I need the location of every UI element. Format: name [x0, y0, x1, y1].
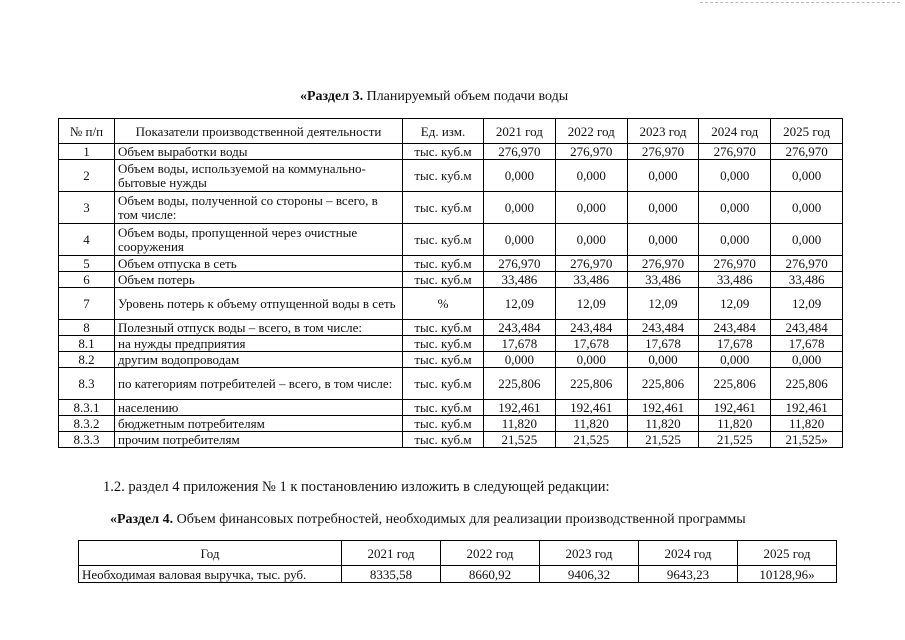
unit-cell: тыс. куб.м	[403, 400, 484, 416]
row-number: 8.3	[59, 368, 115, 400]
header-cell: 2024 год	[699, 119, 771, 144]
unit-cell: тыс. куб.м	[403, 272, 484, 288]
unit-cell: тыс. куб.м	[403, 352, 484, 368]
value-cell: 0,000	[771, 160, 843, 192]
table-row	[59, 160, 843, 192]
table-row	[59, 288, 843, 320]
value-cell: 17,678	[699, 336, 771, 352]
value-cell: 17,678	[627, 336, 699, 352]
value-cell: 11,820	[555, 416, 627, 432]
indicator-name: на нужды предприятия	[115, 336, 403, 352]
row-number: 8.3.3	[59, 432, 115, 448]
section3-table	[58, 118, 843, 448]
value-cell: 0,000	[555, 160, 627, 192]
instruction-paragraph: 1.2. раздел 4 приложения № 1 к постановлению изложить в следующей редакции:	[103, 479, 610, 495]
indicator-name: Объем отпуска в сеть	[115, 256, 403, 272]
value-cell: 225,806	[699, 368, 771, 400]
value-cell: 276,970	[627, 256, 699, 272]
section3-title	[300, 89, 568, 105]
value-cell: 12,09	[627, 288, 699, 320]
indicator-name: прочим потребителям	[115, 432, 403, 448]
indicator-name: по категориям потребителей – всего, в том числе:	[115, 368, 403, 400]
table-row	[59, 144, 843, 160]
value-cell: 243,484	[699, 320, 771, 336]
indicator-name: Объем воды, полученной со стороны – всего, в том числе:	[115, 192, 403, 224]
row-number: 8.2	[59, 352, 115, 368]
section4-table	[78, 540, 837, 583]
indicator-name: Объем воды, пропущенной через очистные сооружения	[115, 224, 403, 256]
header-cell: Показатели производственной деятельности	[115, 119, 403, 144]
value-cell: 0,000	[555, 192, 627, 224]
row-number: 1	[59, 144, 115, 160]
value-cell: 192,461	[555, 400, 627, 416]
value-cell: 33,486	[627, 272, 699, 288]
value-cell: 243,484	[627, 320, 699, 336]
value-cell: 243,484	[771, 320, 843, 336]
value-cell: 192,461	[484, 400, 556, 416]
value-cell: 33,486	[699, 272, 771, 288]
value-cell: 0,000	[627, 352, 699, 368]
section3-title-bold: «Раздел 3.	[300, 89, 364, 104]
table-row	[59, 416, 843, 432]
value-cell: 21,525	[555, 432, 627, 448]
value-cell: 0,000	[484, 192, 556, 224]
value-cell: 11,820	[484, 416, 556, 432]
unit-cell: тыс. куб.м	[403, 160, 484, 192]
value-cell: 33,486	[771, 272, 843, 288]
indicator-name: Уровень потерь к объему отпущенной воды в сеть	[115, 288, 403, 320]
value-cell: 9643,23	[639, 566, 738, 583]
table-row	[59, 272, 843, 288]
indicator-name: Объем воды, используемой на коммунально-бытовые нужды	[115, 160, 403, 192]
value-cell: 11,820	[771, 416, 843, 432]
value-cell: 10128,96»	[738, 566, 837, 583]
value-cell: 276,970	[771, 256, 843, 272]
section3-title-rest: Планируемый объем подачи воды	[363, 89, 569, 104]
table-row	[59, 400, 843, 416]
table-row	[59, 352, 843, 368]
header-cell: Год	[79, 541, 342, 566]
value-cell: 0,000	[627, 160, 699, 192]
value-cell: 225,806	[771, 368, 843, 400]
value-cell: 225,806	[555, 368, 627, 400]
value-cell: 0,000	[627, 224, 699, 256]
value-cell: 21,525	[627, 432, 699, 448]
page-edge-mark	[700, 2, 900, 3]
value-cell: 8660,92	[441, 566, 540, 583]
value-cell: 276,970	[484, 256, 556, 272]
row-number: 8.1	[59, 336, 115, 352]
row-number: 8	[59, 320, 115, 336]
value-cell: 192,461	[627, 400, 699, 416]
table-row	[59, 224, 843, 256]
value-cell: 0,000	[771, 192, 843, 224]
row-label: Необходимая валовая выручка, тыс. руб.	[79, 566, 342, 583]
table-row	[59, 432, 843, 448]
value-cell: 33,486	[555, 272, 627, 288]
value-cell: 21,525»	[771, 432, 843, 448]
value-cell: 0,000	[771, 352, 843, 368]
row-number: 8.3.1	[59, 400, 115, 416]
value-cell: 276,970	[627, 144, 699, 160]
value-cell: 243,484	[484, 320, 556, 336]
row-number: 7	[59, 288, 115, 320]
value-cell: 0,000	[771, 224, 843, 256]
indicator-name: населению	[115, 400, 403, 416]
section4-title-bold: «Раздел 4.	[110, 512, 174, 527]
value-cell: 276,970	[699, 256, 771, 272]
section4-title-rest: Объем финансовых потребностей, необходимых для реализации производственной программы	[173, 512, 746, 527]
header-cell: 2023 год	[540, 541, 639, 566]
indicator-name: Объем выработки воды	[115, 144, 403, 160]
row-number: 5	[59, 256, 115, 272]
unit-cell: тыс. куб.м	[403, 336, 484, 352]
header-cell: 2021 год	[342, 541, 441, 566]
unit-cell: %	[403, 288, 484, 320]
header-cell: 2025 год	[771, 119, 843, 144]
row-number: 3	[59, 192, 115, 224]
unit-cell: тыс. куб.м	[403, 320, 484, 336]
unit-cell: тыс. куб.м	[403, 416, 484, 432]
section4-header-row	[79, 541, 837, 566]
header-cell: Ед. изм.	[403, 119, 484, 144]
value-cell: 21,525	[699, 432, 771, 448]
section3-table-body	[59, 144, 843, 448]
value-cell: 17,678	[555, 336, 627, 352]
value-cell: 225,806	[484, 368, 556, 400]
value-cell: 17,678	[484, 336, 556, 352]
unit-cell: тыс. куб.м	[403, 432, 484, 448]
table-row	[59, 336, 843, 352]
header-cell: 2025 год	[738, 541, 837, 566]
value-cell: 33,486	[484, 272, 556, 288]
header-cell: 2024 год	[639, 541, 738, 566]
value-cell: 276,970	[771, 144, 843, 160]
value-cell: 276,970	[555, 144, 627, 160]
value-cell: 9406,32	[540, 566, 639, 583]
table-row	[79, 566, 837, 583]
header-cell: 2022 год	[555, 119, 627, 144]
value-cell: 12,09	[771, 288, 843, 320]
header-cell: 2023 год	[627, 119, 699, 144]
indicator-name: бюджетным потребителям	[115, 416, 403, 432]
value-cell: 0,000	[484, 224, 556, 256]
header-cell: № п/п	[59, 119, 115, 144]
table-row	[59, 192, 843, 224]
table-row	[59, 320, 843, 336]
indicator-name: Объем потерь	[115, 272, 403, 288]
value-cell: 12,09	[699, 288, 771, 320]
value-cell: 0,000	[627, 192, 699, 224]
value-cell: 192,461	[699, 400, 771, 416]
row-number: 4	[59, 224, 115, 256]
indicator-name: другим водопроводам	[115, 352, 403, 368]
value-cell: 276,970	[484, 144, 556, 160]
table-row	[59, 256, 843, 272]
value-cell: 21,525	[484, 432, 556, 448]
header-cell: 2022 год	[441, 541, 540, 566]
row-number: 8.3.2	[59, 416, 115, 432]
value-cell: 276,970	[555, 256, 627, 272]
unit-cell: тыс. куб.м	[403, 256, 484, 272]
table-row	[59, 368, 843, 400]
value-cell: 11,820	[699, 416, 771, 432]
value-cell: 192,461	[771, 400, 843, 416]
indicator-name: Полезный отпуск воды – всего, в том числе:	[115, 320, 403, 336]
value-cell: 0,000	[699, 352, 771, 368]
unit-cell: тыс. куб.м	[403, 192, 484, 224]
row-number: 6	[59, 272, 115, 288]
value-cell: 276,970	[699, 144, 771, 160]
value-cell: 0,000	[699, 192, 771, 224]
value-cell: 0,000	[555, 352, 627, 368]
value-cell: 12,09	[484, 288, 556, 320]
value-cell: 11,820	[627, 416, 699, 432]
unit-cell: тыс. куб.м	[403, 144, 484, 160]
value-cell: 243,484	[555, 320, 627, 336]
value-cell: 8335,58	[342, 566, 441, 583]
value-cell: 0,000	[484, 352, 556, 368]
section3-header-row	[59, 119, 843, 144]
value-cell: 0,000	[699, 160, 771, 192]
value-cell: 0,000	[699, 224, 771, 256]
unit-cell: тыс. куб.м	[403, 224, 484, 256]
value-cell: 0,000	[484, 160, 556, 192]
value-cell: 0,000	[555, 224, 627, 256]
header-cell: 2021 год	[484, 119, 556, 144]
value-cell: 17,678	[771, 336, 843, 352]
section4-title	[110, 512, 746, 528]
value-cell: 225,806	[627, 368, 699, 400]
unit-cell: тыс. куб.м	[403, 368, 484, 400]
row-number: 2	[59, 160, 115, 192]
value-cell: 12,09	[555, 288, 627, 320]
